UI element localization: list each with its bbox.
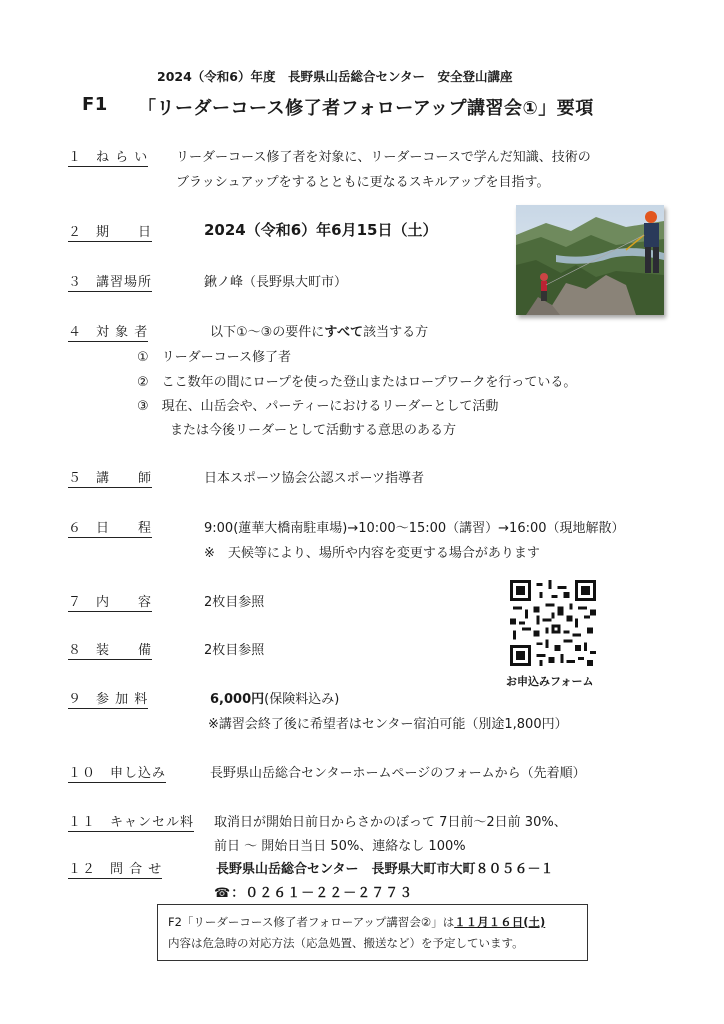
section-11-label: １１ キャンセル料 [68,811,194,832]
section-4-item-1: ① リーダーコース修了者 [137,350,292,365]
section-12-label: １２ 問 合 せ [68,858,162,879]
section-2-label: ２ 期 日 [68,221,152,242]
section-11-line1: 取消日が開始日前日からさかのぼって 7日前～2日前 30%、 [214,815,567,830]
f2-notice-line1 [168,912,577,933]
section-7-label: ７ 内 容 [68,591,152,612]
f2-notice-date: １１月１６日(土) [454,915,546,929]
section-4-intro-a: 以下①～③の要件に [210,325,325,340]
section-6-note: ※ 天候等により、場所や内容を変更する場合があります [204,546,540,561]
section-4-label: ４ 対 象 者 [68,321,148,342]
section-4-item-3b: または今後リーダーとして活動する意思のある方 [170,423,457,438]
section-12-telephone: ☎：０２６１－２２－２７７３ [214,886,414,901]
section-1-text-line2: ブラッシュアップをするとともに更なるスキルアップを目指す。 [176,175,550,190]
section-10-label: １０ 申し込み [68,762,166,783]
section-9-note: ※講習会終了後に希望者はセンター宿泊可能（別途1,800円） [208,717,568,732]
section-1-text-line1: リーダーコース修了者を対象に、リーダーコースで学んだ知識、技術の [176,150,591,165]
section-5-instructor: 日本スポーツ協会公認スポーツ指導者 [204,471,424,486]
section-6-label: ６ 日 程 [68,517,152,538]
section-5-label: ５ 講 師 [68,467,152,488]
section-4-item-3a: ③ 現在、山岳会や、パーティーにおけるリーダーとして活動 [137,399,499,414]
section-1-label: １ ね ら い [68,146,148,167]
section-10-application: 長野県山岳総合センターホームページのフォームから（先着順） [210,766,586,781]
supertitle: 2024（令和6）年度 長野県山岳総合センター 安全登山講座 [157,69,513,84]
section-7-content: 2枚目参照 [204,595,265,610]
section-4-intro [210,321,428,340]
section-9-fee [210,688,339,707]
section-9-label: ９ 参 加 料 [68,688,148,709]
climbing-photo [516,205,664,315]
section-2-date: 2024（令和6）年6月15日（土） [204,221,438,239]
qr-code[interactable] [510,580,596,666]
section-4-item-2: ② ここ数年の間にロープを使った登山またはロープワークを行っている。 [137,375,577,390]
f2-notice-box [157,904,588,961]
section-9-fee-note: (保険料込み) [264,692,340,707]
section-8-label: ８ 装 備 [68,639,152,660]
section-6-schedule: 9:00(蓮華大橋南駐車場)→10:00～15:00（講習）→16:00（現地解散） [204,521,625,536]
section-4-intro-c: 該当する方 [363,325,429,340]
section-9-fee-amount: 6,000円 [210,692,265,707]
document-title: 「リーダーコース修了者フォローアップ講習会①」要項 [138,98,594,119]
document-code: F1 [82,94,108,115]
section-4-intro-emphasis: すべて [324,325,364,340]
qr-caption: お申込みフォーム [506,675,594,688]
section-12-organization: 長野県山岳総合センター 長野県大町市大町８０５６－１ [216,862,554,877]
section-3-place: 鍬ノ峰（長野県大町市） [204,275,348,290]
f2-notice-text: F2「リーダーコース修了者フォローアップ講習会②」は [168,915,455,929]
section-3-label: ３ 講習場所 [68,271,152,292]
f2-notice-line2: 内容は危急時の対応方法（応急処置、搬送など）を予定しています。 [168,936,524,950]
section-11-line2: 前日 ～ 開始日当日 50%、連絡なし 100% [214,839,466,854]
section-8-equipment: 2枚目参照 [204,643,265,658]
